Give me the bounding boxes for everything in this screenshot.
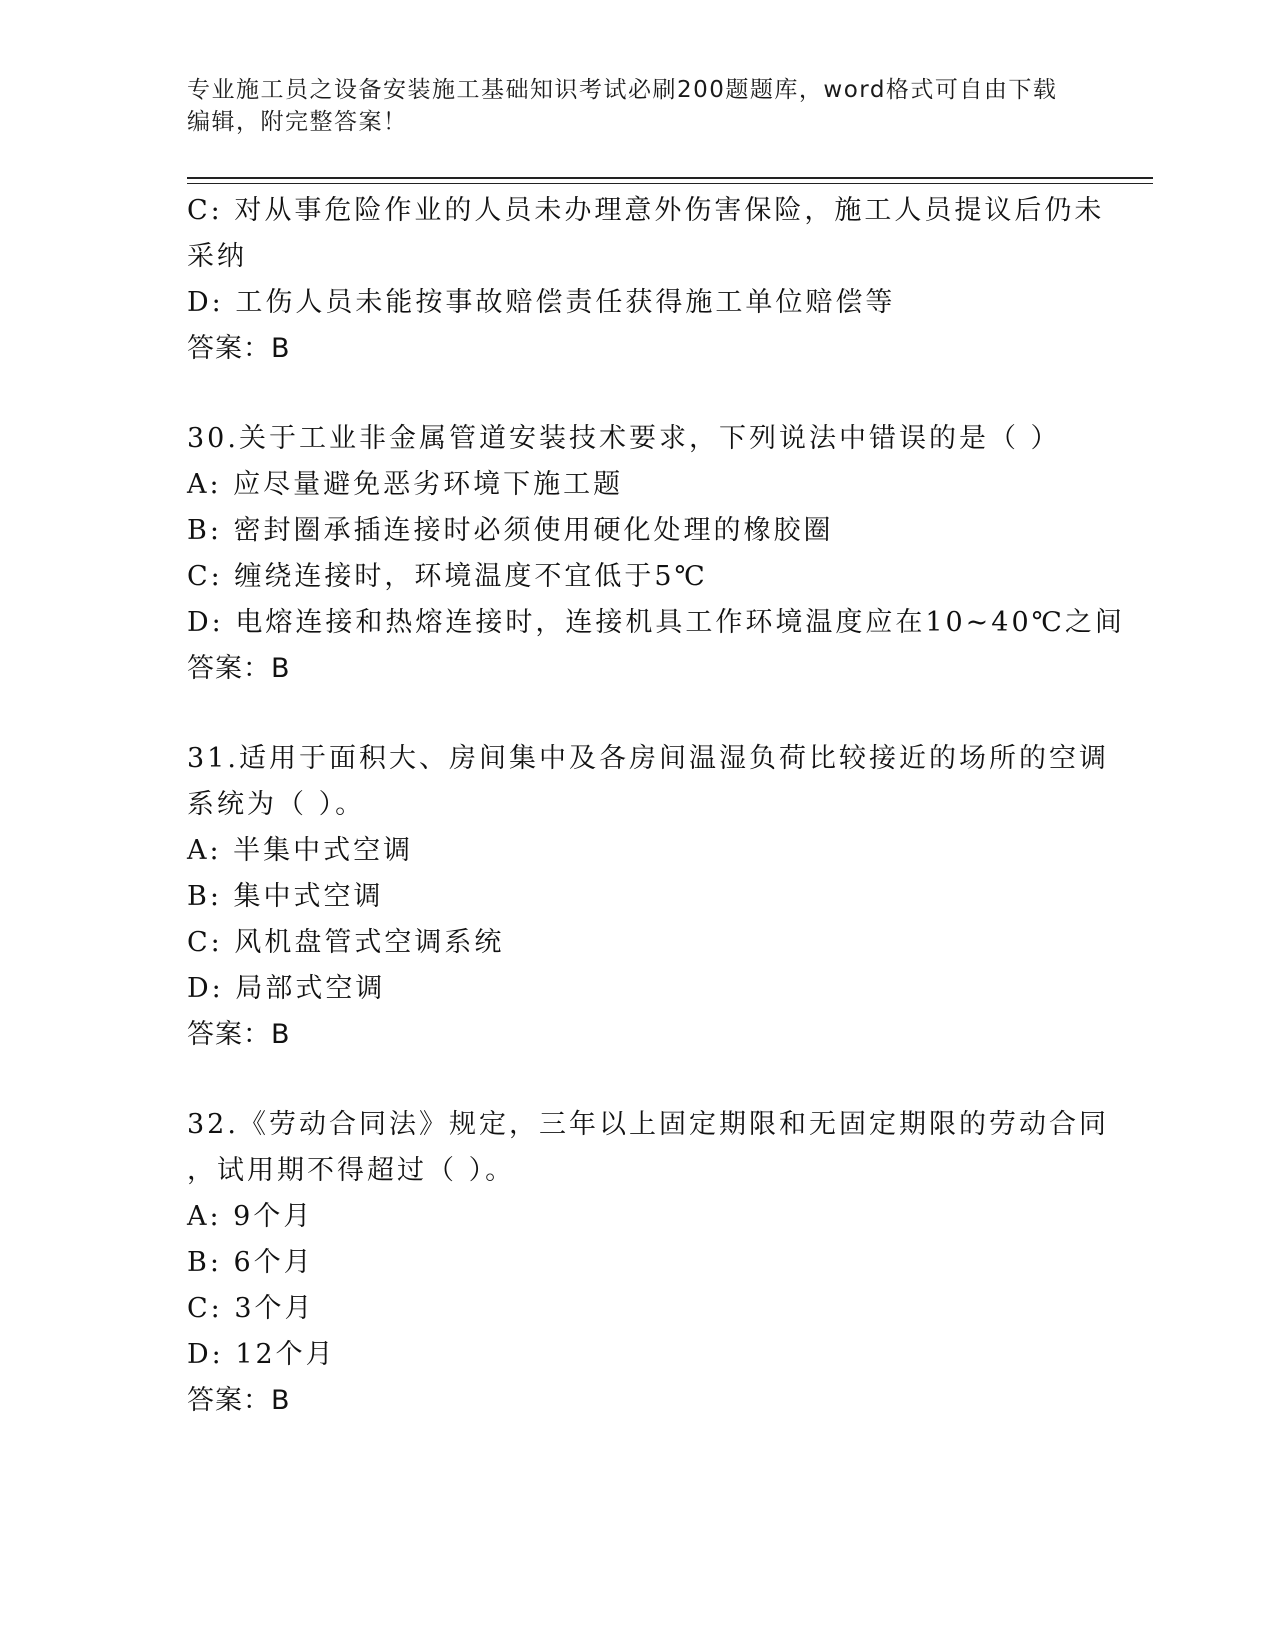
answer-label: 答案：B <box>187 653 291 684</box>
document-header: 专业施工员之设备安装施工基础知识考试必刷200题题库，word格式可自由下载编辑，附完整答案！ <box>187 77 1058 135</box>
option-c: C: 缠绕连接时，环境温度不宜低于5℃ <box>187 561 708 592</box>
option-c: C: 风机盘管式空调系统 <box>187 927 505 958</box>
question-stem-line2: 系统为（ ）。 <box>187 789 366 820</box>
question-32 <box>187 1102 1109 1424</box>
question-content <box>187 188 1125 1424</box>
question-stem: 30.关于工业非金属管道安装技术要求，下列说法中错误的是（ ） <box>187 423 1061 454</box>
continued-question <box>187 188 1105 372</box>
option-c-line2: 采纳 <box>187 241 247 272</box>
option-b: B: 6个月 <box>187 1247 314 1278</box>
question-31 <box>187 736 1109 1058</box>
option-c-line1: C: 对从事危险作业的人员未办理意外伤害保险，施工人员提议后仍未 <box>187 195 1105 226</box>
option-d: D: 工伤人员未能按事故赔偿责任获得施工单位赔偿等 <box>187 287 896 318</box>
option-d: D: 电熔连接和热熔连接时，连接机具工作环境温度应在10~40℃之间 <box>187 607 1125 638</box>
option-c: C: 3个月 <box>187 1293 315 1324</box>
question-30 <box>187 416 1125 692</box>
option-b: B: 密封圈承插连接时必须使用硬化处理的橡胶圈 <box>187 515 834 546</box>
answer-label: 答案：B <box>187 333 291 364</box>
option-a: A: 9个月 <box>187 1201 314 1232</box>
question-stem-line1: 32.《劳动合同法》规定，三年以上固定期限和无固定期限的劳动合同 <box>187 1109 1109 1140</box>
option-d: D: 局部式空调 <box>187 973 386 1004</box>
header-rule-thick <box>187 177 1153 179</box>
answer-label: 答案：B <box>187 1385 291 1416</box>
answer-label: 答案：B <box>187 1019 291 1050</box>
option-a: A: 半集中式空调 <box>187 835 414 866</box>
question-stem-line1: 31.适用于面积大、房间集中及各房间温湿负荷比较接近的场所的空调 <box>187 743 1109 774</box>
question-stem-line2: ，试用期不得超过（ ）。 <box>187 1155 516 1186</box>
option-b: B: 集中式空调 <box>187 881 384 912</box>
option-d: D: 12个月 <box>187 1339 336 1370</box>
header-rule-thin <box>187 183 1153 184</box>
option-a: A: 应尽量避免恶劣环境下施工题 <box>187 469 624 500</box>
